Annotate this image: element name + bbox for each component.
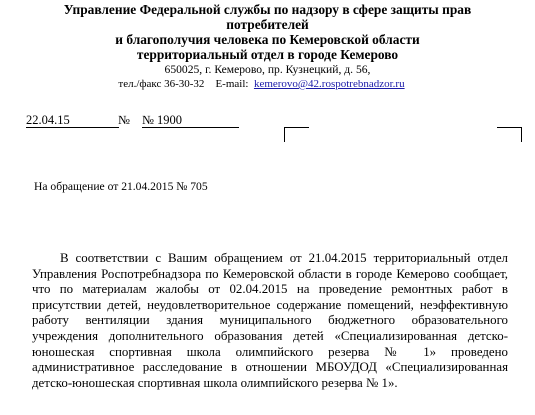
address-block-corner-right: [497, 127, 522, 142]
email-link[interactable]: kemerovo@42.rospotrebnadzor.ru: [253, 78, 405, 90]
registration-number: № 1900: [142, 113, 239, 128]
contact-line: [0, 77, 529, 92]
org-name-line-4: территориальный отдел в городе Кемерово: [136, 47, 399, 62]
phone-fax: тел./факс 36-30-32: [118, 78, 205, 90]
address-block-corner-left: [284, 127, 309, 142]
letter-body: В соответствии с Вашим обращением от 21.04.2015 территориальный отдел Управления Роспотребнадзора по Кемеровской области в городе Кемерово сообщает, что по материалам жалобы от 02.04.2015 на проведение ремонтных работ в присутствии детей, неудовлетворительное содержание помещений, неэффективную работу вентиляции здания муниципального бюджетного образовательного учреждения дополнительного образования детей «Специализированная детско-юношеская спортивная школа олимпийского резерва № 1» проведено административное расследование в отношении МБОУДОД «Специализированная детско-юношеская спортивная школа олимпийского резерва № 1».: [32, 251, 508, 390]
org-name-line-2: потребителей: [226, 17, 309, 32]
registration-date: 22.04.15: [26, 113, 119, 128]
registration-row: [0, 113, 535, 133]
org-name-line-3: и благополучия человека по Кемеровской области: [115, 32, 420, 47]
email-label: E-mail:: [215, 78, 249, 90]
registration-number-sign: №: [118, 113, 130, 127]
reference-line: На обращение от 21.04.2015 № 705: [34, 180, 208, 193]
org-address: 650025, г. Кемерово, пр. Кузнецкий, д. 56,: [164, 63, 371, 76]
letterhead: [0, 2, 535, 92]
org-name-line-1: Управление Федеральной службы по надзору в сфере защиты прав: [63, 2, 472, 17]
